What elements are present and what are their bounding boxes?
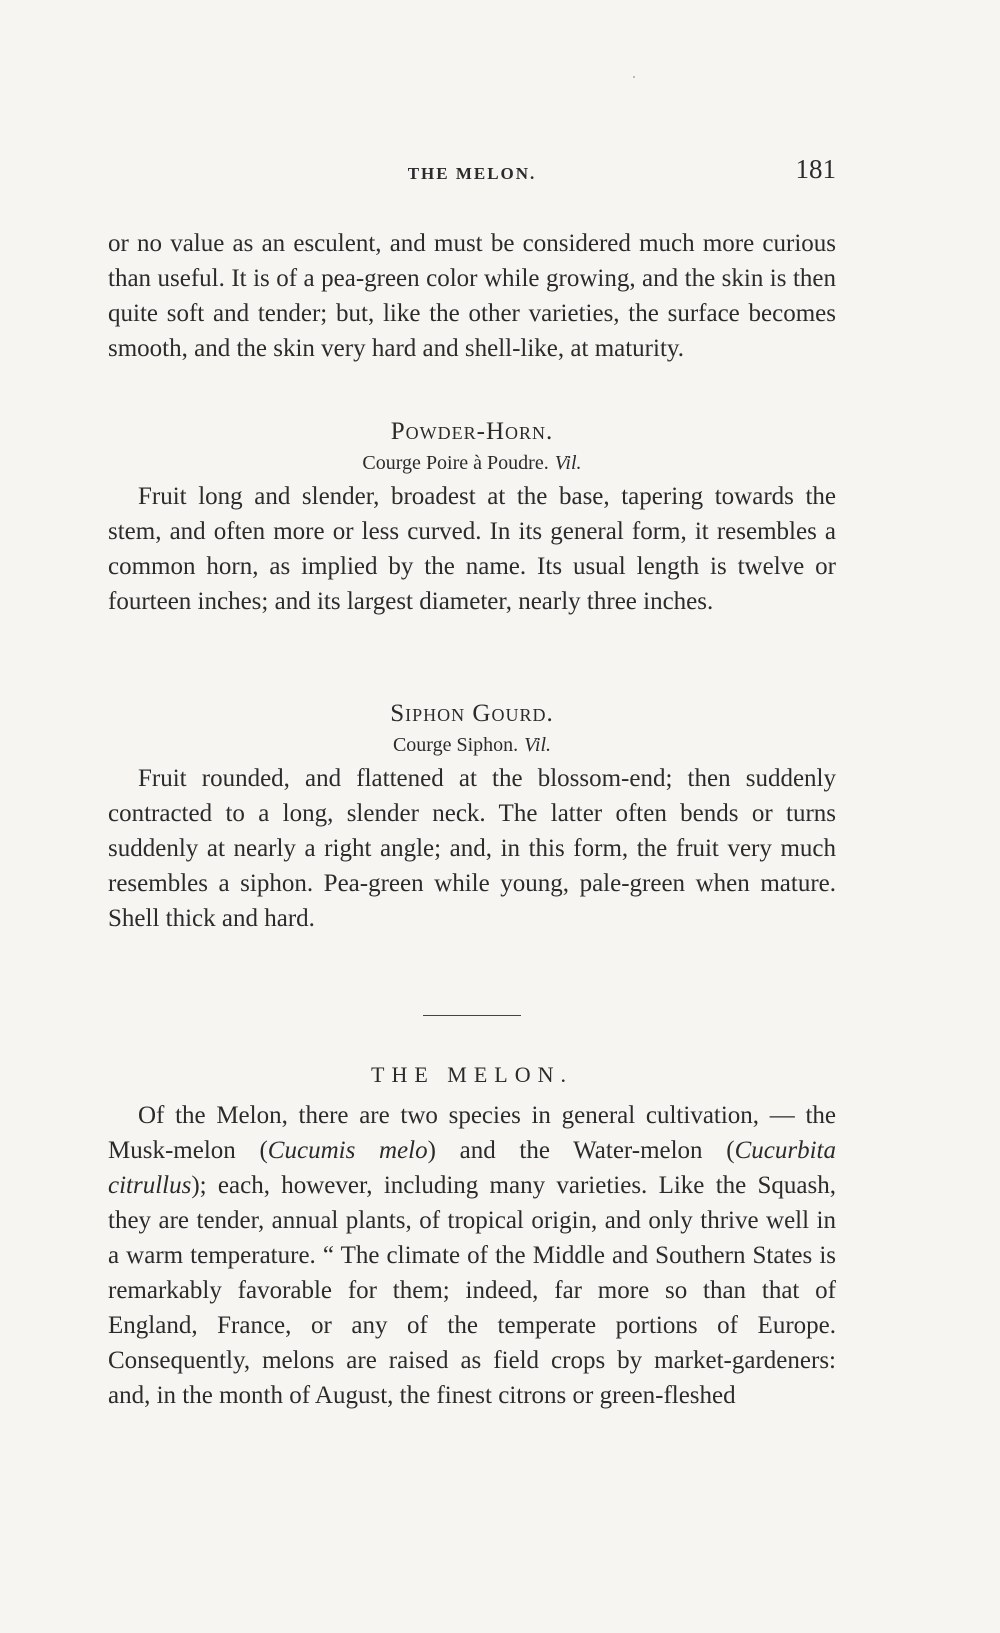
paragraph-text: or no value as an esculent, and must be considered much more curious than useful. It is of a pea-green color while growing, and the skin is then quite soft and tender; but, like the other varieties, the surface becomes smooth, and the skin very hard and shell-like, at maturity. [108, 230, 836, 362]
powder-horn-heading: Powder-Horn. [390, 418, 554, 445]
running-title: THE MELON. [407, 164, 537, 183]
species-name-2: Cucurbita citrullus [108, 1137, 836, 1199]
melon-text-3: ); each, however, including many varieties. Like the Squash, they are tender, annual plants, of tropical origin, and only thrive well in a warm temperature. “ The climate of the Middle and Southern States is remarkably favorable for them; indeed, far more so than that of England, France, or any of the temperate portions of Europe. Consequently, melons are raised as field crops by market-gardeners: and, in the month of August, the finest citrons or green-fleshed [108, 1172, 836, 1409]
species-name-1: Cucumis melo [267, 1137, 428, 1164]
source-abbrev: Vil. [554, 452, 582, 474]
page-speck [633, 76, 635, 78]
melon-text-2: ) and the Water-melon ( [427, 1137, 735, 1164]
french-name: Courge Poire à Poudre. [362, 452, 549, 474]
french-name: Courge Siphon. [392, 734, 519, 756]
page-header [108, 150, 836, 190]
powder-horn-subheading [108, 452, 836, 475]
section-divider [423, 1015, 521, 1016]
melon-text-1: Of the Melon, there are two species in general cultivation, — the Musk-melon ( [108, 1102, 836, 1164]
siphon-gourd-subheading [108, 734, 836, 757]
melon-section [108, 1062, 836, 1413]
source-abbrev: Vil. [524, 734, 552, 756]
powder-horn-description: Fruit long and slender, broadest at the base, tapering towards the stem, and often more or less curved. In its general form, it resembles a common horn, as implied by the name. Its usual length is twelve or fourteen inches; and its largest diameter, nearly three inches. [108, 483, 836, 615]
melon-paragraph [108, 1098, 836, 1413]
siphon-gourd-heading: Siphon Gourd. [390, 700, 554, 727]
melon-section-title: THE MELON. [371, 1062, 573, 1087]
continued-paragraph [108, 226, 836, 366]
siphon-gourd-section [108, 700, 836, 936]
page-number: 181 [795, 154, 836, 184]
powder-horn-section [108, 418, 836, 619]
siphon-gourd-description: Fruit rounded, and flattened at the blossom-end; then suddenly contracted to a long, slender neck. The latter often bends or turns suddenly at nearly a right angle; and, in this form, the fruit very much resembles a siphon. Pea-green while young, pale-green when mature. Shell thick and hard. [108, 765, 836, 932]
